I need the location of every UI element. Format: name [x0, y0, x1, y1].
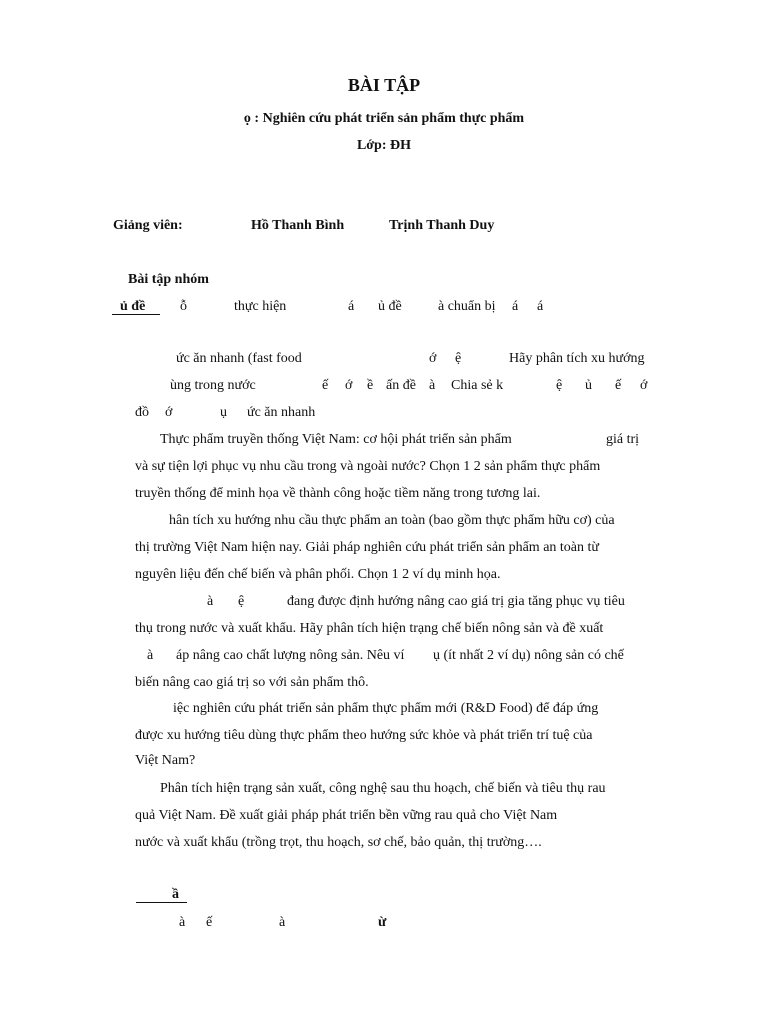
topic-1-text: ụ [220, 405, 227, 420]
topic-1-text: ệ [455, 351, 462, 366]
topic-intro-fragment: ủ đề [378, 299, 402, 314]
class-line: Lớp: ĐH [356, 138, 412, 153]
topic-label: ủ đề [120, 299, 146, 314]
footer-fragment: ừ [378, 915, 387, 930]
footer-label-underline [136, 902, 187, 903]
topic-4-text: à [147, 648, 154, 663]
topic-5-text: iệc nghiên cứu phát triển sản phẩm thực phẩm mới (R&D Food) để đáp ứng [173, 701, 599, 716]
lecturer-label: Giảng viên: [113, 218, 183, 233]
topic-1-text: ùng trong nước [170, 378, 256, 393]
topic-3-text: thị trường Việt Nam hiện nay. Giải pháp nghiên cứu phát triển sản phẩm an toàn từ [135, 540, 599, 555]
footer-label: ầ [172, 887, 179, 902]
topic-1-text: ề [367, 378, 374, 393]
topic-1-text: Chia sẻ k [451, 378, 504, 393]
topic-4-text: đang được định hướng nâng cao giá trị gia tăng phục vụ tiêu [287, 594, 625, 609]
topic-intro-fragment: á [537, 299, 544, 314]
lecturer-name-2: Trịnh Thanh Duy [389, 218, 495, 233]
topic-1-text: ức ăn nhanh (fast food [176, 351, 302, 366]
topic-1-text: ế [615, 378, 622, 393]
lecturer-name-1: Hồ Thanh Bình [251, 218, 345, 233]
topic-6-text: nước và xuất khẩu (trồng trọt, thu hoạch, sơ chế, bảo quản, thị trường…. [135, 835, 542, 850]
topic-4-text: áp nâng cao chất lượng nông sản. Nêu ví [176, 648, 405, 663]
topic-5-text: Việt Nam? [135, 753, 196, 768]
topic-1-text: ủ [585, 378, 592, 393]
topic-2-text: và sự tiện lợi phục vụ nhu cầu trong và ngoài nước? Chọn 1 2 sản phẩm thực phẩm [135, 459, 601, 474]
topic-1-text: à [429, 378, 436, 393]
topic-4-text: à [207, 594, 214, 609]
topic-3-text: nguyên liệu đến chế biến và phân phối. Chọn 1 2 ví dụ minh họa. [135, 567, 501, 582]
topic-1-text: ấn đề [386, 378, 416, 393]
topic-intro-fragment: ỗ [180, 299, 187, 314]
topic-intro-fragment: á [348, 299, 355, 314]
group-work-heading: Bài tập nhóm [128, 272, 209, 287]
topic-1-text: ớ [640, 378, 648, 393]
topic-4-text: thụ trong nước và xuất khẩu. Hãy phân tích hiện trạng chế biến nông sản và đề xuất [135, 621, 604, 636]
topic-1-text: Hãy phân tích xu hướng [509, 351, 645, 366]
topic-intro-fragment: thực hiện [234, 299, 287, 314]
footer-line [0, 914, 768, 932]
footer-fragment: ế [206, 915, 213, 930]
topic-1-text: ớ [429, 351, 437, 366]
topic-4-text: ụ (ít nhất 2 ví dụ) nông sản có chế [433, 648, 624, 663]
topic-1-text: ế [322, 378, 329, 393]
topic-1-text: ệ [556, 378, 563, 393]
topic-1-text: ớ [345, 378, 353, 393]
topic-2-text: giá trị [606, 432, 640, 447]
topic-2-text: truyền thống để minh họa về thành công hoặc tiềm năng trong tương lai. [135, 486, 541, 501]
topic-1-text: đồ [135, 405, 149, 420]
topic-1-text: ức ăn nhanh [247, 405, 316, 420]
document-title: BÀI TẬP [347, 75, 421, 95]
topic-6-text: quả Việt Nam. Đề xuất giải pháp phát triển bền vững rau quả cho Việt Nam [135, 808, 558, 823]
subject-name: Nghiên cứu phát triển sản phẩm thực phẩm [262, 111, 525, 126]
topic-3-text: hân tích xu hướng nhu cầu thực phẩm an toàn (bao gồm thực phẩm hữu cơ) của [169, 513, 615, 528]
topic-1-text: ớ [165, 405, 173, 420]
footer-fragment: à [179, 915, 186, 930]
topic-4-text: biến nâng cao giá trị so với sản phẩm thô. [135, 675, 369, 690]
subject-prefix: ọ : [243, 111, 260, 126]
topic-2-text: Thực phẩm truyền thống Việt Nam: cơ hội phát triển sản phẩm [160, 432, 512, 447]
topic-intro-fragment: á [512, 299, 519, 314]
topic-intro-fragment: à chuẩn bị [438, 299, 496, 314]
footer-fragment: à [279, 915, 286, 930]
topic-6-text: Phân tích hiện trạng sản xuất, công nghệ sau thu hoạch, chế biến và tiêu thụ rau [160, 781, 606, 796]
topic-4-text: ệ [238, 594, 245, 609]
topic-5-text: được xu hướng tiêu dùng thực phẩm theo hướng sức khỏe và phát triển trí tuệ của [135, 728, 593, 743]
